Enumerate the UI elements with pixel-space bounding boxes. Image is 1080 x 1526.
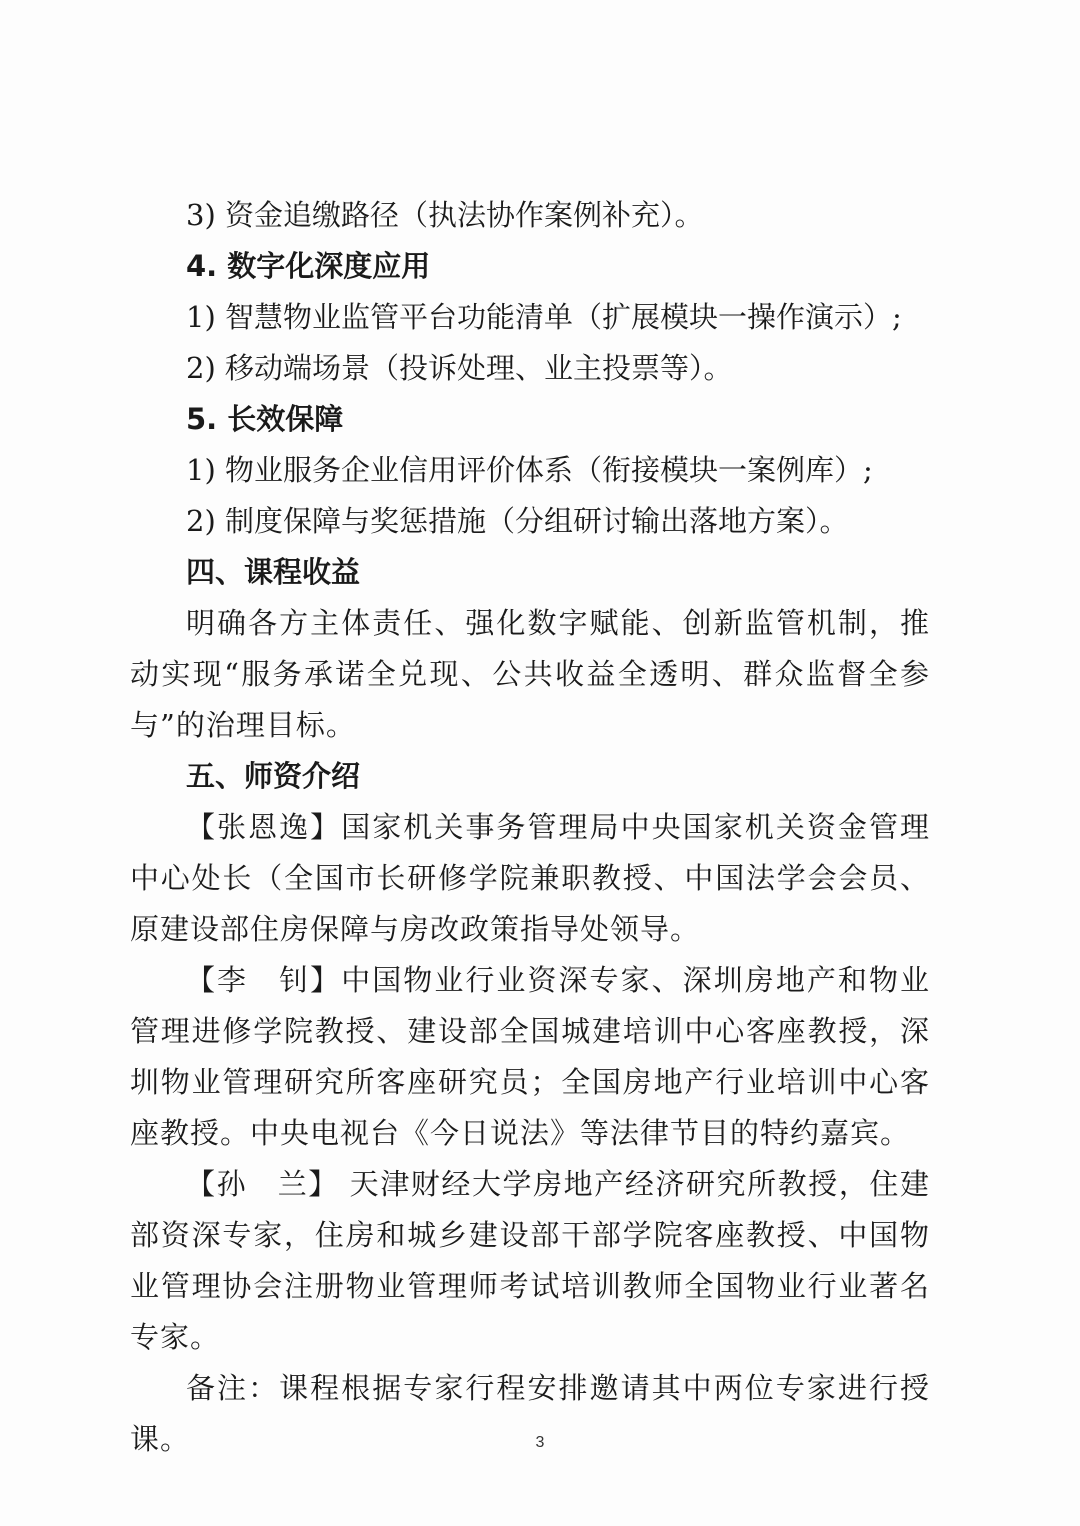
note: 备注：课程根据专家行程安排邀请其中两位专家进行授课。 <box>130 1371 930 1456</box>
subsection-heading: 4. 数字化深度应用 <box>186 249 431 283</box>
teacher-bio: 【张恩逸】国家机关事务管理局中央国家机关资金管理中心处长（全国市长研修学院兼职教授、中国法学会会员、原建设部住房保障与房改政策指导处领导。 <box>130 810 930 946</box>
teacher-bio: 【李 钊】中国物业行业资深专家、深圳房地产和物业管理进修学院教授、建设部全国城建培训中心客座教授，深圳物业管理研究所客座研究员；全国房地产行业培训中心客座教授。中央电视台《今日说法》等法律节目的特约嘉宾。 <box>130 963 930 1150</box>
list-item: 2) 制度保障与奖惩措施（分组研讨输出落地方案）。 <box>186 504 849 538</box>
section-heading: 五、师资介绍 <box>186 759 361 793</box>
list-item: 3) 资金追缴路径（执法协作案例补充）。 <box>186 198 704 232</box>
list-item: 2) 移动端场景（投诉处理、业主投票等）。 <box>186 351 733 385</box>
page-number: 3 <box>535 1434 545 1451</box>
section-heading: 四、课程收益 <box>186 555 361 589</box>
paragraph: 明确各方主体责任、强化数字赋能、创新监管机制，推动实现“服务承诺全兑现、公共收益全透明、群众监督全参与”的治理目标。 <box>130 606 930 742</box>
subsection-heading: 5. 长效保障 <box>186 402 344 436</box>
list-item: 1) 智慧物业监管平台功能清单（扩展模块一操作演示）; <box>186 300 902 334</box>
teacher-bio: 【孙 兰】 天津财经大学房地产经济研究所教授，住建部资深专家，住房和城乡建设部干部学院客座教授、中国物业管理协会注册物业管理师考试培训教师全国物业行业著名专家。 <box>130 1167 930 1354</box>
document-body <box>130 190 930 1465</box>
list-item: 1) 物业服务企业信用评价体系（衔接模块一案例库）; <box>186 453 873 487</box>
